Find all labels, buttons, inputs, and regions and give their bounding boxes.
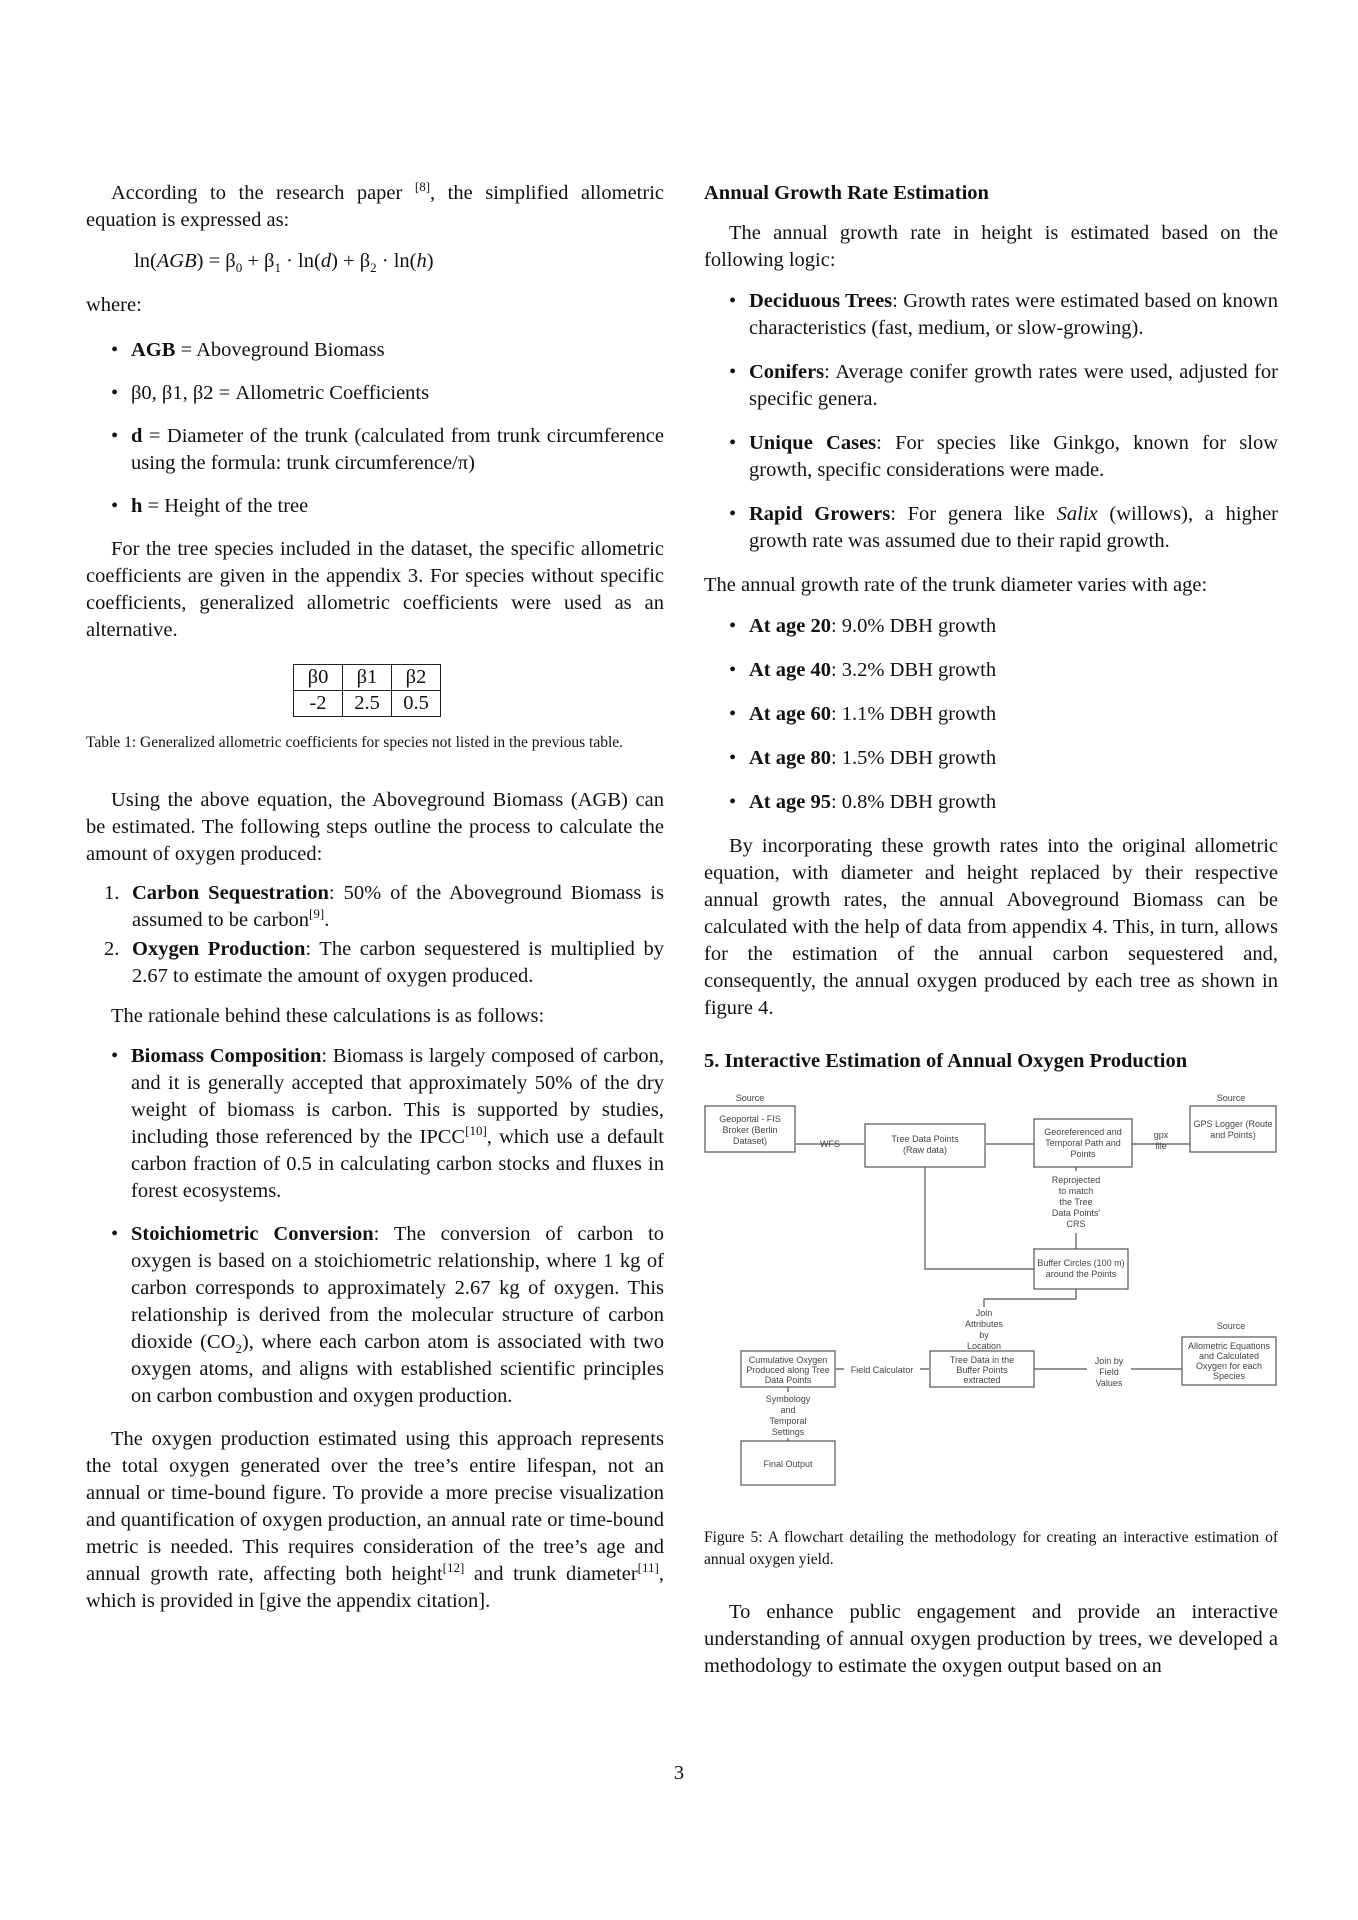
growth-item: • Deciduous Trees: Growth rates were estimated based on known characteristics (fast, medium, or slow-growing).	[727, 288, 1278, 342]
coefficient-table	[293, 664, 441, 717]
age-item: • At age 20: 9.0% DBH growth	[727, 613, 1278, 640]
step-item: 2. Oxygen Production: The carbon sequestered is multiplied by 2.67 to estimate the amount of oxygen produced.	[104, 938, 664, 987]
table-cell: 2.5	[343, 691, 392, 717]
svg-text:Settings: Settings	[771, 1427, 805, 1437]
svg-text:extracted: extracted	[963, 1375, 1001, 1385]
table-header-cell: β2	[392, 665, 441, 691]
age-item: • At age 80: 1.5% DBH growth	[727, 745, 1278, 772]
svg-text:Allometric Equations: Allometric Equations	[1187, 1341, 1271, 1351]
source-label: Source	[735, 1093, 765, 1103]
edge-label-field-calculator	[844, 1364, 920, 1376]
node-tree-data-buffer	[930, 1351, 1034, 1387]
growth-list	[727, 288, 1278, 555]
growth-conclusion: By incorporating these growth rates into the original allometric equation, with diameter and height replaced by their respective annual growth rates, the annual Aboveground Biomass can be calculated with the help of data from appendix 4. This, in turn, allows for the estimation of the annual carbon sequestered and, consequently, the annual oxygen produced by each tree as shown in figure 4.	[704, 835, 1278, 1019]
node-tree-data-points	[865, 1124, 985, 1167]
svg-text:Species: Species	[1212, 1371, 1246, 1381]
methodology-flowchart	[704, 1089, 1278, 1509]
intro-paragraph: According to the research paper [8], the simplified allometric equation is expressed as:	[86, 179, 664, 231]
edge-label-symbology	[762, 1392, 814, 1438]
svg-text:Join by: Join by	[1094, 1356, 1124, 1366]
table-header-cell: β1	[343, 665, 392, 691]
age-item: • At age 60: 1.1% DBH growth	[727, 701, 1278, 728]
engagement-paragraph: To enhance public engagement and provide an interactive understanding of annual oxygen production by trees, we developed a methodology to estimate the oxygen output based on an	[704, 1601, 1278, 1677]
svg-text:Tree Data in the: Tree Data in the	[949, 1355, 1015, 1365]
def-d: • d = Diameter of the trunk (calculated from trunk circumference using the formula: trunk circumference/π)	[109, 423, 664, 477]
steps-list	[86, 880, 664, 990]
right-column	[704, 180, 1278, 1680]
svg-text:and: and	[780, 1405, 796, 1415]
svg-text:Cumulative Oxygen: Cumulative Oxygen	[748, 1355, 828, 1365]
node-cumulative-oxygen	[741, 1351, 835, 1387]
node-final-output	[741, 1441, 835, 1485]
svg-text:and Points): and Points)	[1210, 1130, 1256, 1140]
svg-text:the Tree: the Tree	[1059, 1197, 1093, 1207]
section-heading-interactive: 5. Interactive Estimation of Annual Oxygen Production	[704, 1050, 1188, 1072]
growth-intro: The annual growth rate in height is estimated based on the following logic:	[704, 222, 1278, 271]
svg-text:Field: Field	[1099, 1367, 1119, 1377]
svg-text:Attributes: Attributes	[964, 1319, 1004, 1329]
left-column	[86, 180, 664, 1615]
node-gps-logger	[1190, 1106, 1276, 1152]
svg-text:Data Points': Data Points'	[1051, 1208, 1101, 1218]
growth-item: • Conifers: Average conifer growth rates were used, adjusted for specific genera.	[727, 359, 1278, 413]
svg-text:by: by	[979, 1330, 989, 1340]
growth-item: • Unique Cases: For species like Ginkgo, known for slow growth, specific considerations were made.	[727, 430, 1278, 484]
rationale-intro: The rationale behind these calculations is as follows:	[111, 1005, 545, 1027]
flowchart-svg	[704, 1089, 1278, 1509]
figure-caption: Figure 5: A flowchart detailing the methodology for creating an interactive estimation of annual oxygen yield.	[704, 1529, 1278, 1568]
svg-text:and Calculated: and Calculated	[1198, 1351, 1260, 1361]
table-cell: -2	[294, 691, 343, 717]
svg-text:Dataset): Dataset)	[732, 1136, 768, 1146]
def-beta: • β0, β1, β2 = Allometric Coefficients	[109, 380, 664, 407]
svg-text:Final Output: Final Output	[763, 1459, 813, 1469]
table-header-cell: β0	[294, 665, 343, 691]
svg-text:Field Calculator: Field Calculator	[850, 1365, 914, 1375]
svg-text:Points: Points	[1070, 1149, 1096, 1159]
coefficients-paragraph: For the tree species included in the dataset, the specific allometric coefficients are given in the appendix 3. For species without specific coefficients, generalized allometric coefficients were used as an alternative.	[86, 538, 664, 641]
agb-paragraph: Using the above equation, the Aboveground Biomass (AGB) can be estimated. The following steps outline the process to calculate the amount of oxygen produced:	[86, 789, 664, 865]
age-growth-list	[727, 613, 1278, 816]
rationale-item: • Biomass Composition: Biomass is largely composed of carbon, and it is generally accepted that approximately 50% of the dry weight of biomass is carbon. This is supported by studies, including those referenced by the IPCC[10], which use a default carbon fraction of 0.5 in calculating carbon stocks and fluxes in forest ecosystems.	[109, 1043, 664, 1205]
def-agb: • AGB = Aboveground Biomass	[109, 337, 664, 364]
svg-text:Geoportal - FIS: Geoportal - FIS	[719, 1114, 781, 1124]
allometric-equation: $\ln(AGB) = \beta_0 + \beta_1 \cdot \ln(d) + \beta_2 \cdot \ln(h)$	[134, 250, 434, 276]
svg-text:Buffer Points: Buffer Points	[956, 1365, 1008, 1375]
svg-text:Temporal Path and: Temporal Path and	[1045, 1138, 1121, 1148]
edge-label-join-by-field	[1087, 1354, 1131, 1388]
table-caption: Table 1: Generalized allometric coefficients for species not listed in the previous table.	[86, 734, 624, 751]
source-label: Source	[1216, 1093, 1246, 1103]
svg-text:Tree Data Points: Tree Data Points	[891, 1134, 959, 1144]
svg-text:CRS: CRS	[1066, 1219, 1086, 1229]
edge-label-gpx: file	[1155, 1141, 1167, 1151]
step-item: 1. Carbon Sequestration: 50% of the Aboveground Biomass is assumed to be carbon[9].	[104, 882, 664, 931]
edge-label-reprojected	[1049, 1171, 1105, 1233]
svg-text:Temporal: Temporal	[769, 1416, 807, 1426]
diameter-intro: The annual growth rate of the trunk diameter varies with age:	[704, 574, 1208, 596]
edge-tree-to-join	[925, 1167, 1034, 1269]
age-item: • At age 40: 3.2% DBH growth	[727, 657, 1278, 684]
rationale-item: • Stoichiometric Conversion: The conversion of carbon to oxygen is based on a stoichiometric relationship, where 1 kg of carbon corresponds to approximately 2.67 kg of oxygen. This relationship is derived from the molecular structure of carbon dioxide $(CO_2)$, where each carbon atom is associated with two oxygen atoms, and aligns with established scientific principles on carbon combustion and oxygen production.	[109, 1221, 664, 1410]
where-label: where:	[86, 294, 142, 316]
growth-item: • Rapid Growers: For genera like Salix (willows), a higher growth rate was assumed due to their rapid growth.	[727, 501, 1278, 555]
age-item: • At age 95: 0.8% DBH growth	[727, 789, 1278, 816]
svg-text:Buffer Circles (100 m): Buffer Circles (100 m)	[1037, 1258, 1125, 1268]
svg-text:Reprojected: Reprojected	[1051, 1175, 1101, 1185]
source-label: Source	[1216, 1321, 1246, 1331]
svg-text:Broker (Berlin: Broker (Berlin	[722, 1125, 778, 1135]
node-buffer-circles	[1034, 1249, 1128, 1289]
variable-definitions	[109, 337, 664, 520]
svg-text:Data Points: Data Points	[764, 1375, 812, 1385]
lifespan-paragraph: The oxygen production estimated using this approach represents the total oxygen generated over the tree’s entire lifespan, not an annual or time-bound figure. To provide a more precise visualization and quantification of oxygen production, an annual rate or time-bound metric is needed. This requires consideration of the tree’s age and annual growth rate, affecting both height[12] and trunk diameter[11], which is provided in [give the appendix citation].	[86, 1428, 664, 1612]
svg-text:Symbology: Symbology	[765, 1394, 811, 1404]
table-cell: 0.5	[392, 691, 441, 717]
svg-text:Join: Join	[975, 1308, 993, 1318]
node-allometric-equations	[1182, 1337, 1276, 1385]
rationale-list	[109, 1043, 664, 1410]
node-geoportal	[705, 1106, 795, 1152]
svg-text:to match: to match	[1058, 1186, 1094, 1196]
svg-text:Produced along Tree: Produced along Tree	[746, 1365, 830, 1375]
svg-text:Georeferenced and: Georeferenced and	[1044, 1127, 1122, 1137]
svg-text:Location: Location	[966, 1341, 1002, 1351]
svg-text:(Raw data): (Raw data)	[902, 1145, 948, 1155]
svg-text:GPS Logger (Route: GPS Logger (Route	[1193, 1119, 1273, 1129]
edge-label-gpx: gpx	[1153, 1130, 1169, 1140]
page-number: 3	[673, 1762, 685, 1784]
edge-label-join-attributes	[957, 1307, 1011, 1353]
edge-label-wfs: WFS	[820, 1139, 840, 1149]
svg-text:Values: Values	[1095, 1378, 1123, 1388]
node-georeferenced-path	[1034, 1119, 1132, 1167]
section-heading-growth: Annual Growth Rate Estimation	[704, 182, 989, 204]
flowchart-connectors	[788, 1144, 1190, 1441]
svg-text:Oxygen for each: Oxygen for each	[1195, 1361, 1263, 1371]
def-h: • h = Height of the tree	[109, 493, 664, 520]
svg-text:around the Points: around the Points	[1045, 1269, 1117, 1279]
